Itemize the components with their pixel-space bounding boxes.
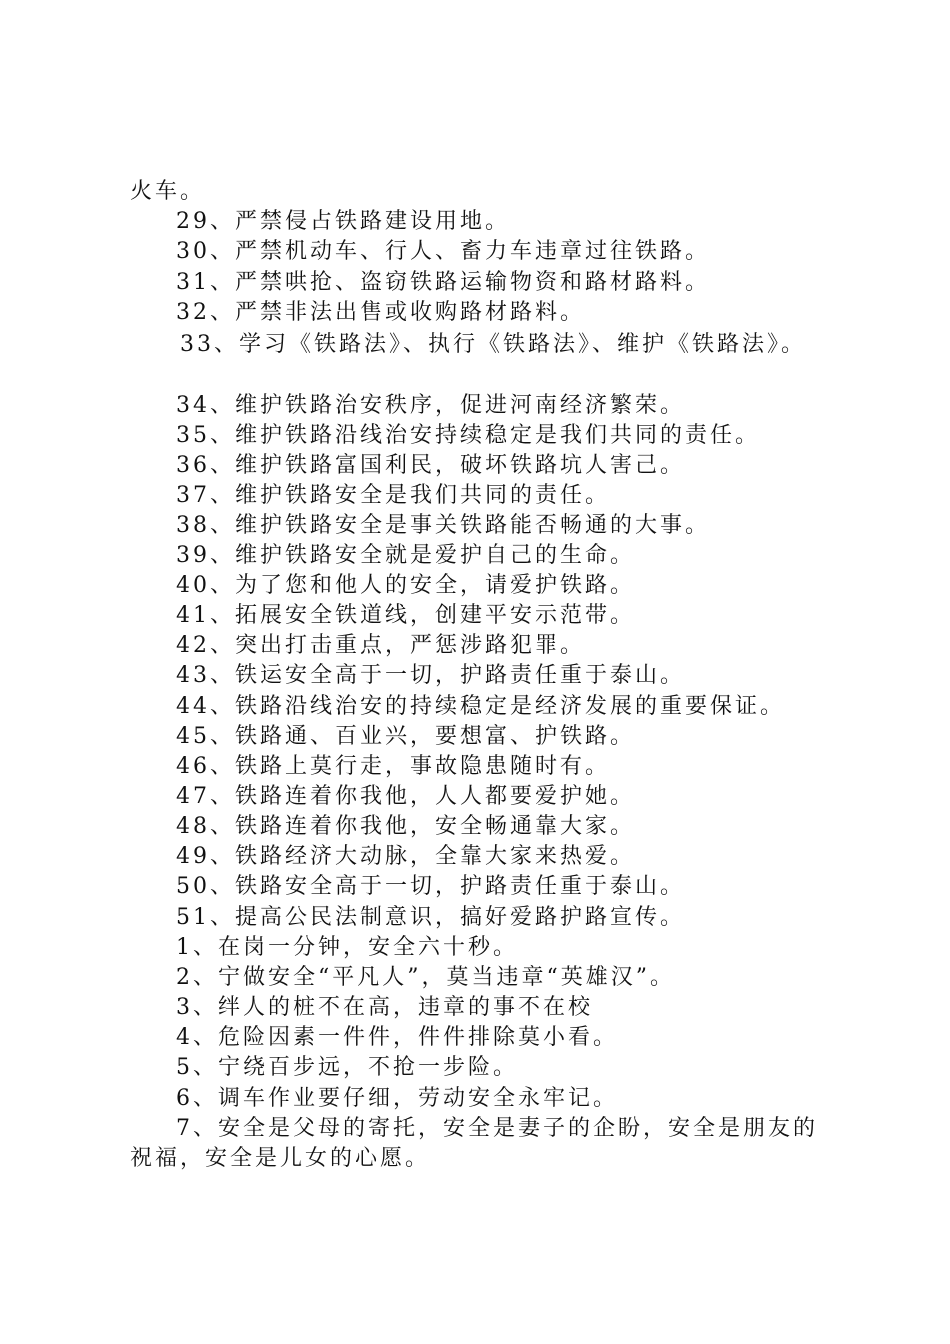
- text-line-18: 45、铁路通、百业兴，要想富、护铁路。: [176, 724, 635, 749]
- text-line-17: 44、铁路沿线治安的持续稳定是经济发展的重要保证。: [176, 694, 785, 719]
- text-line-24: 51、提高公民法制意识，搞好爱路护路宣传。: [176, 905, 685, 930]
- text-line-2: 29、严禁侵占铁路建设用地。: [176, 209, 510, 234]
- text-line-20: 47、铁路连着你我他，人人都要爱护她。: [176, 784, 635, 809]
- text-line-8: 35、维护铁路沿线治安持续稳定是我们共同的责任。: [176, 423, 760, 448]
- text-line-22: 49、铁路经济大动脉，全靠大家来热爱。: [176, 844, 635, 869]
- text-line-29: 5、宁绕百步远，不抢一步险。: [176, 1055, 518, 1080]
- text-line-32: 祝福，安全是儿女的心愿。: [130, 1146, 431, 1171]
- text-line-5: 32、严禁非法出售或收购路材路料。: [176, 300, 585, 325]
- text-line-3: 30、严禁机动车、行人、畜力车违章过往铁路。: [176, 239, 710, 264]
- text-line-12: 39、维护铁路安全就是爱护自己的生命。: [176, 543, 635, 568]
- text-line-19: 46、铁路上莫行走，事故隐患随时有。: [176, 754, 610, 779]
- text-line-31: 7、安全是父母的寄托，安全是妻子的企盼，安全是朋友的: [176, 1116, 818, 1141]
- text-line-1: 火车。: [130, 179, 206, 204]
- text-line-23: 50、铁路安全高于一切，护路责任重于泰山。: [176, 874, 685, 899]
- text-line-28: 4、危险因素一件件，件件排除莫小看。: [176, 1025, 618, 1050]
- text-line-4: 31、严禁哄抢、盗窃铁路运输物资和路材路料。: [176, 270, 710, 295]
- text-line-6: 33、学习《铁路法》、执行《铁路法》、维护《铁路法》。: [180, 332, 806, 357]
- text-line-25: 1、在岗一分钟，安全六十秒。: [176, 935, 518, 960]
- text-line-27: 3、绊人的桩不在高，违章的事不在校: [176, 995, 593, 1020]
- text-line-21: 48、铁路连着你我他，安全畅通靠大家。: [176, 814, 635, 839]
- text-line-9: 36、维护铁路富国利民，破坏铁路坑人害己。: [176, 453, 685, 478]
- text-line-10: 37、维护铁路安全是我们共同的责任。: [176, 483, 610, 508]
- text-line-13: 40、为了您和他人的安全，请爱护铁路。: [176, 573, 635, 598]
- text-line-15: 42、突出打击重点，严惩涉路犯罪。: [176, 633, 585, 658]
- text-line-26: 2、宁做安全“平凡人”，莫当违章“英雄汉”。: [176, 965, 675, 990]
- text-line-14: 41、拓展安全铁道线，创建平安示范带。: [176, 603, 635, 628]
- text-line-11: 38、维护铁路安全是事关铁路能否畅通的大事。: [176, 513, 710, 538]
- text-line-30: 6、调车作业要仔细，劳动安全永牢记。: [176, 1086, 618, 1111]
- text-line-7: 34、维护铁路治安秩序，促进河南经济繁荣。: [176, 393, 685, 418]
- text-line-16: 43、铁运安全高于一切，护路责任重于泰山。: [176, 663, 685, 688]
